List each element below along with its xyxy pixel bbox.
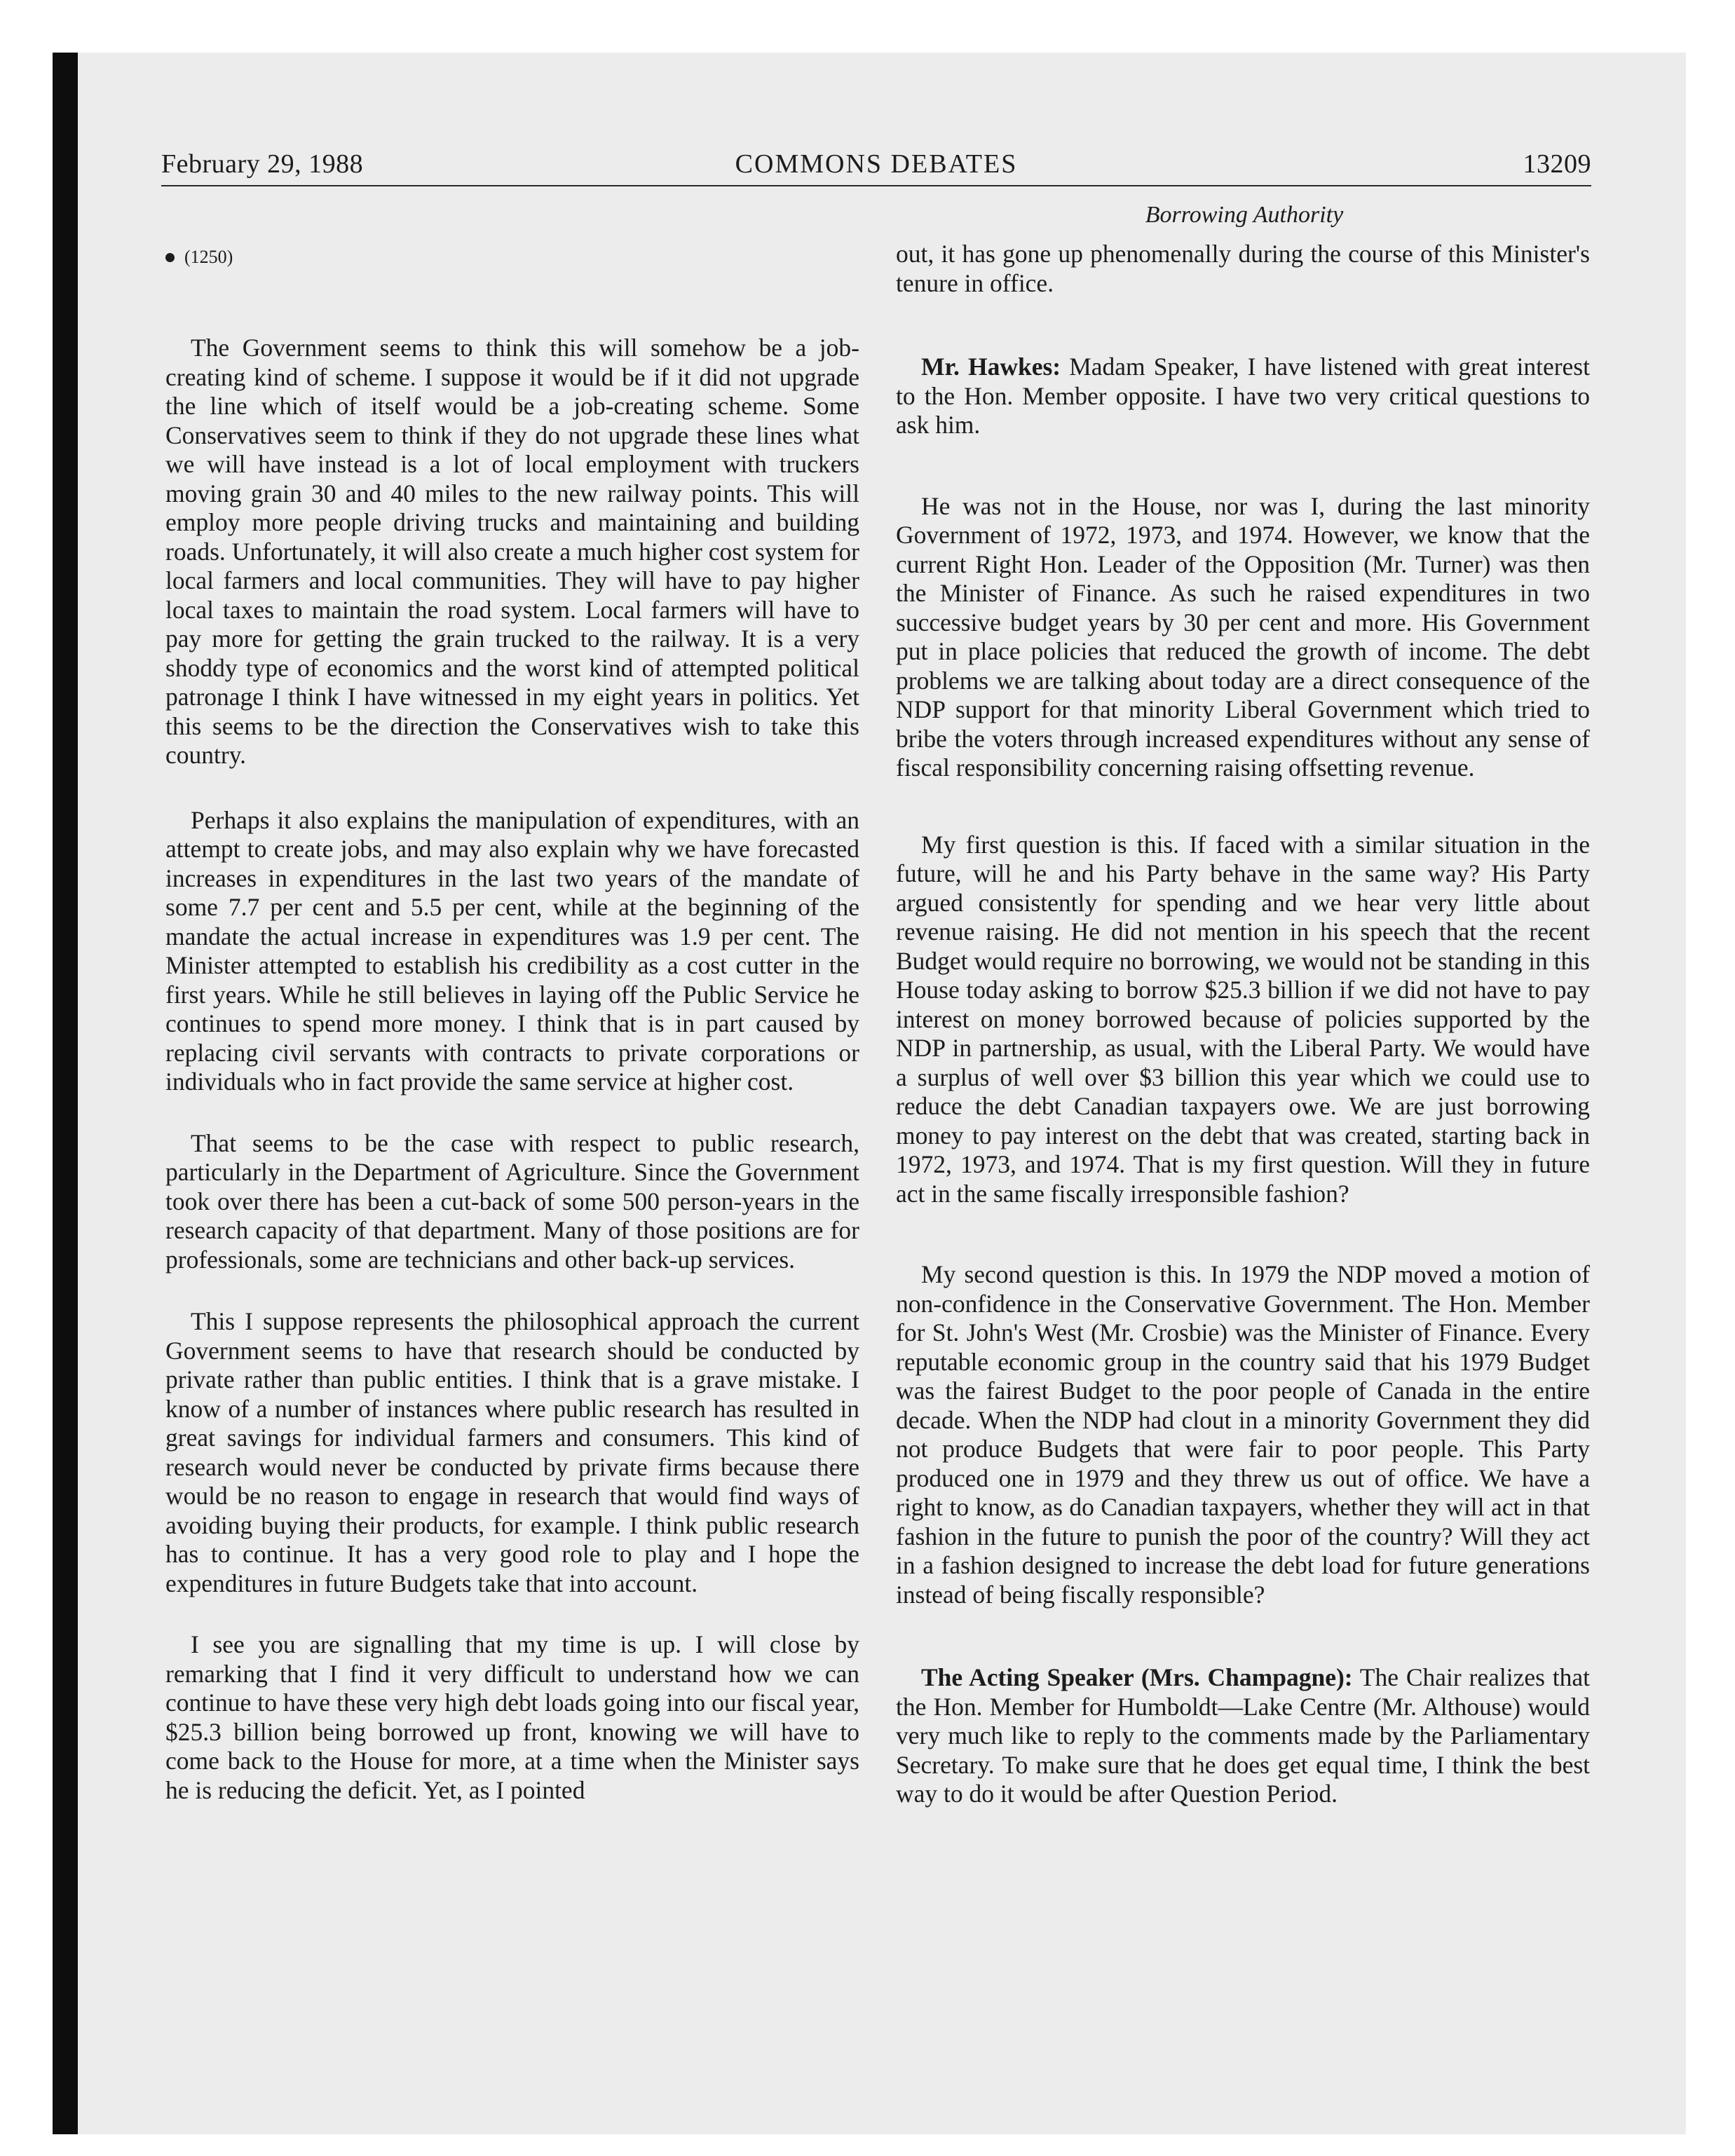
page-header	[161, 149, 1591, 185]
left-column	[165, 334, 859, 1805]
speaker-name-hawkes: Mr. Hawkes:	[921, 353, 1061, 381]
right-paragraph-2: He was not in the House, nor was I, during the last minority Government of 1972, 1973, and 1974. However, we know that the current Right Hon. Leader of the Opposition (Mr. Turner) was then the Minister of Finance. As such he raised expenditures in two successive budget years by 30 per cent and more. His Government put in place policies that reduced the growth of income. The debt problems we are talking about today are a direct consequence of the NDP support for that minority Liberal Government which tried to bribe the voters through increased expenditures without any sense of fiscal responsibility concerning raising offsetting revenue.	[896, 491, 1590, 782]
binding-edge	[53, 53, 78, 2134]
speaker-name-acting-speaker: The Acting Speaker (Mrs. Champagne):	[921, 1663, 1353, 1691]
right-paragraph-acting-speaker	[896, 1663, 1590, 1809]
left-paragraph-4: This I suppose represents the philosophical approach the current Government seems to have that research should be conducted by private rather than public entities. I think that is a grave mistake. I know of a number of instances where public research has resulted in great savings for individual farmers and consumers. This kind of research would never be conducted by private firms because there would be no reason to engage in research that would find ways of avoiding buying their products, for example. I think public research has to continue. It has a very good role to play and I hope the expenditures in future Budgets take that into account.	[165, 1307, 859, 1597]
header-page-number: 13209	[1523, 149, 1591, 179]
left-paragraph-5: I see you are signalling that my time is up. I will close by remarking that I find it very difficult to understand how we can continue to have these very high debt loads going into our fiscal year, $25.3 billion being borrowed up front, knowing we will have to come back to the House for more, at a time when the Minister says he is reducing the deficit. Yet, as I pointed	[165, 1630, 859, 1804]
right-paragraph-4: My second question is this. In 1979 the NDP moved a motion of non-confidence in the Conservative Government. The Hon. Member for St. John's West (Mr. Crosbie) was the Minister of Finance. Every reputable economic group in the country said that his 1979 Budget was the fairest Budget to the poor people of Canada in the entire decade. When the NDP had clout in a minority Government they did not produce Budgets that were fair to poor people. This Party produced one in 1979 and they threw us out of office. We have a right to know, as do Canadian taxpayers, whether they will act in that fashion in the future to punish the poor of the country? Will they act in a fashion designed to increase the debt load for future generations instead of being fiscally responsible?	[896, 1260, 1590, 1609]
right-paragraph-3: My first question is this. If faced with a similar situation in the future, will he and his Party behave in the same way? His Party argued consistently for spending and we hear very little about revenue raising. He did not mention in his speech that the recent Budget would require no borrowing, we would not be standing in this House today asking to borrow $25.3 billion if we did not have to pay interest on money borrowed because of policies supported by the NDP in partnership, as usual, with the Liberal Party. We would have a surplus of well over $3 billion this year which we could use to reduce the debt Canadian taxpayers owe. We are just borrowing money to pay interest on the debt that was created, starting back in 1972, 1973, and 1974. That is my first question. Will they in future act in the same fiscally irresponsible fashion?	[896, 830, 1590, 1208]
time-marker-label: (1250)	[184, 247, 233, 267]
right-paragraph-continued: out, it has gone up phenomenally during the course of this Minister's tenure in office.	[896, 240, 1590, 297]
speech-text-hawkes: Madam Speaker, I have listened with great interest to the Hon. Member opposite. I have two very critical questions to ask him.	[896, 353, 1590, 439]
left-paragraph-3: That seems to be the case with respect to public research, particularly in the Department of Agriculture. Since the Government took over there has been a cut-back of some 500 person-years in the research capacity of that department. Many of those positions are for professionals, some are technicians and other back-up services.	[165, 1128, 859, 1274]
left-paragraph-1: The Government seems to think this will somehow be a job-creating kind of scheme. I suppose it would be if it did not upgrade the line which of itself would be a job-creating scheme. Some Conservatives seem to think if they do not upgrade these lines what we will have instead is a lot of local employment with truckers moving grain 30 and 40 miles to the new railway points. This will employ more people driving trucks and maintaining and building roads. Unfortunately, it will also create a much higher cost system for local farmers and local communities. They will have to pay higher local taxes to maintain the road system. Local farmers will have to pay more for getting the grain trucked to the railway. It is a very shoddy type of economics and the worst kind of attempted political patronage I think I have witnessed in my eight years in politics. Yet this seems to be the direction the Conservatives wish to take this country.	[165, 334, 859, 769]
left-paragraph-2: Perhaps it also explains the manipulation of expenditures, with an attempt to create jobs, and may also explain why we have forecasted increases in expenditures in the last two years of the mandate of some 7.7 per cent and 5.5 per cent, while at the beginning of the mandate the actual increase in expenditures was 1.9 per cent. The Minister attempted to establish his credibility as a cost cutter in the first years. While he still believes in laying off the Public Service he continues to spend more money. I think that is in part caused by replacing civil servants with contracts to private corporations or individuals who in fact provide the same service at higher cost.	[165, 805, 859, 1096]
header-publication: COMMONS DEBATES	[735, 149, 1018, 179]
header-date: February 29, 1988	[161, 149, 364, 179]
time-marker	[165, 247, 233, 268]
right-column	[896, 240, 1590, 1809]
bullet-icon	[165, 253, 175, 262]
right-paragraph-hawkes	[896, 353, 1590, 440]
header-rule	[161, 185, 1591, 186]
running-title: Borrowing Authority	[1145, 202, 1344, 228]
speech-text-acting-speaker: The Chair realizes that the Hon. Member for Humboldt—Lake Centre (Mr. Althouse) would very much like to reply to the comments made by the Parliamentary Secretary. To make sure that he does get equal time, I think the best way to do it would be after Question Period.	[896, 1663, 1590, 1808]
